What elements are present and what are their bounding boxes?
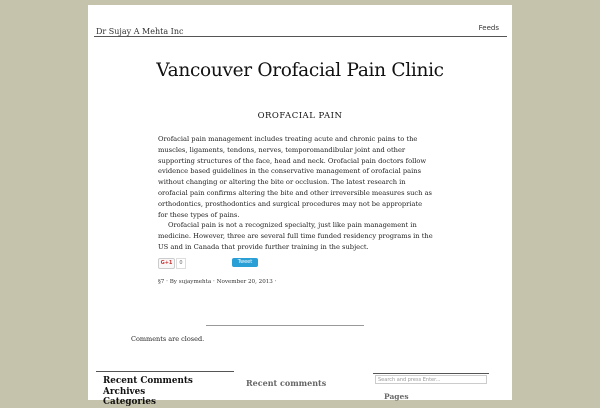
post-paragraph: Orofacial pain management includes treating acute and chronic pains to the muscles, ligaments, tendons, nerves, temporomandibular joint and other supporting structures of the face, head and neck. Orofacial pain doctors follow evidence based guidelines in the conservative management of orofacial pains without changing or altering the bite or occlusion. The latest research in orofacial pain confirms altering the bite and other irreversible measures such as orthodontics, prosthodontics and surgical procedures may not be appropriate for these types of pains. bbox=[158, 135, 432, 219]
blog-title[interactable]: Vancouver Orofacial Pain Clinic bbox=[156, 60, 444, 81]
post-paragraph: Orofacial pain is not a recognized specialty, just like pain management in medicine. However, three are several full time funded residency programs in the US and in Canada that provide further training in the subject. bbox=[158, 221, 433, 251]
post-title[interactable]: OROFACIAL PAIN bbox=[257, 111, 343, 121]
sidebar-divider bbox=[96, 371, 234, 372]
google-plus-button[interactable]: G+1 bbox=[158, 258, 175, 269]
comments-divider bbox=[206, 325, 364, 326]
post-meta: §7 · By sujaymehta · November 20, 2013 · bbox=[158, 279, 277, 285]
feeds-link[interactable]: Feeds bbox=[478, 24, 499, 32]
page-container bbox=[88, 5, 512, 407]
search-divider bbox=[373, 373, 489, 374]
pages-heading: Pages bbox=[384, 392, 409, 401]
tweet-button[interactable]: Tweet bbox=[232, 258, 258, 267]
search-input[interactable]: Search and press Enter... bbox=[375, 375, 487, 384]
google-plus-count: 0 bbox=[176, 258, 186, 269]
recent-comments-heading: Recent comments bbox=[246, 378, 327, 388]
header-divider bbox=[94, 36, 507, 37]
sidebar-item-archives[interactable]: Archives bbox=[103, 386, 146, 397]
sidebar-widget-list bbox=[103, 376, 193, 408]
comments-closed-text: Comments are closed. bbox=[131, 335, 205, 343]
post-body bbox=[158, 134, 433, 253]
sidebar-item-recent-comments[interactable]: Recent Comments bbox=[103, 376, 193, 386]
site-name-link[interactable]: Dr Sujay A Mehta Inc bbox=[96, 27, 184, 36]
sidebar-item-categories[interactable]: Categories bbox=[103, 397, 156, 407]
